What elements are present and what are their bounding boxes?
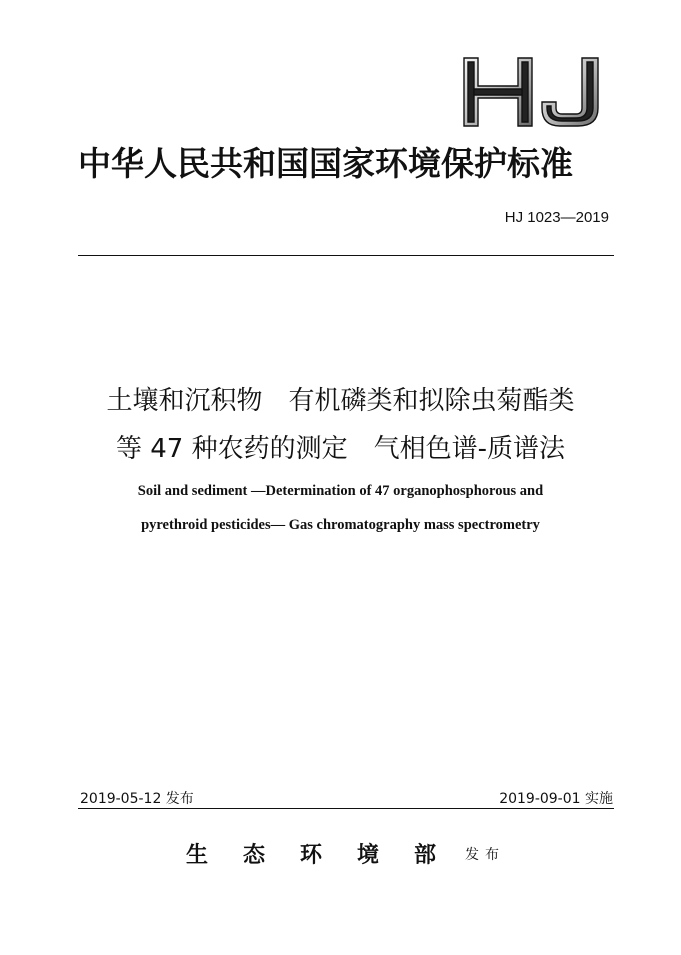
issue-date: 2019-05-12 发布 — [80, 791, 194, 807]
organization-title: 中华人民共和国国家环境保护标准 — [78, 144, 573, 183]
footer-divider — [78, 808, 614, 809]
implementation-date: 2019-09-01 实施 — [499, 791, 613, 807]
header-divider — [78, 255, 614, 256]
chinese-title-line-2: 等 47 种农药的测定 气相色谱-质谱法 — [116, 434, 565, 464]
issuing-authority: 生态环境部 — [186, 842, 472, 868]
logo-letter-h — [464, 58, 532, 126]
english-title-line-2: pyrethroid pesticides— Gas chromatography mass spectrometry — [141, 517, 540, 533]
issuing-authority-suffix: 发布 — [465, 847, 505, 863]
hj-logo — [462, 56, 602, 128]
english-title-line-1: Soil and sediment —Determination of 47 organophosphorous and — [137, 483, 544, 499]
chinese-title-line-1: 土壤和沉积物 有机磷类和拟除虫菊酯类 — [106, 386, 575, 416]
standard-number: HJ 1023—2019 — [504, 209, 609, 226]
logo-letter-j — [542, 58, 598, 126]
